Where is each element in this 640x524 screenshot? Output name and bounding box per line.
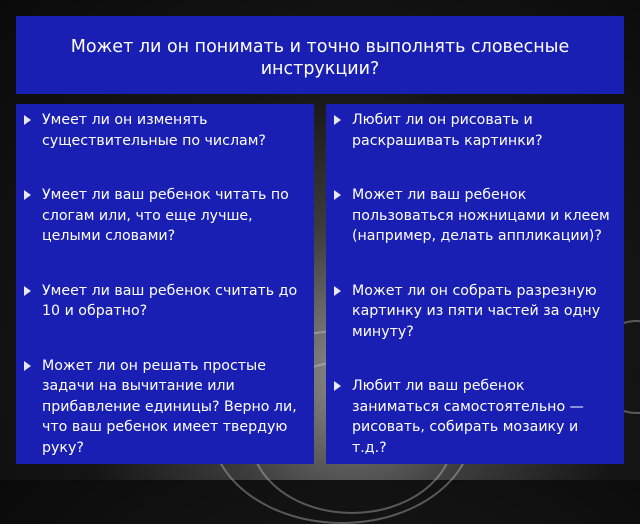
list-item-text: Любит ли ваш ребенок заниматься самостоятельно — рисовать, собирать мозаику и т.д.? [352,378,584,456]
triangle-bullet-icon [334,381,341,391]
triangle-bullet-icon [24,286,31,296]
list-item [42,281,306,322]
triangle-bullet-icon [334,115,341,125]
triangle-bullet-icon [334,190,341,200]
slide-title: Может ли он понимать и точно выполнять словесные инструкции? [70,37,570,79]
triangle-bullet-icon [24,115,31,125]
triangle-bullet-icon [24,361,31,371]
triangle-bullet-icon [24,190,31,200]
list-item-text: Любит ли он рисовать и раскрашивать картинки? [352,112,543,149]
slide-title-box [16,16,624,94]
list-item-text: Может ли он решать простые задачи на вычитание или прибавление единицы? Верно ли, что ваш ребенок имеет твердую руку? [42,357,297,456]
triangle-bullet-icon [334,286,341,296]
list-item [42,110,306,151]
list-item [42,356,306,459]
list-item [352,185,616,247]
list-item-text: Умеет ли ваш ребенок читать по слогам или, что еще лучше, целыми словами? [42,187,289,244]
list-item [352,110,616,151]
list-item-text: Может ли ваш ребенок пользоваться ножницами и клеем (например, делать аппликации)? [352,187,610,244]
list-item [42,185,306,247]
list-item-text: Может ли он собрать разрезную картинку из пяти частей за одну минуту? [352,282,601,340]
list-item-text: Умеет ли ваш ребенок считать до 10 и обратно? [42,282,298,319]
list-item-text: Умеет ли он изменять существительные по числам? [42,112,266,149]
right-question-panel [326,104,624,464]
list-item [352,281,616,343]
list-item [352,376,616,458]
left-question-panel [16,104,314,464]
